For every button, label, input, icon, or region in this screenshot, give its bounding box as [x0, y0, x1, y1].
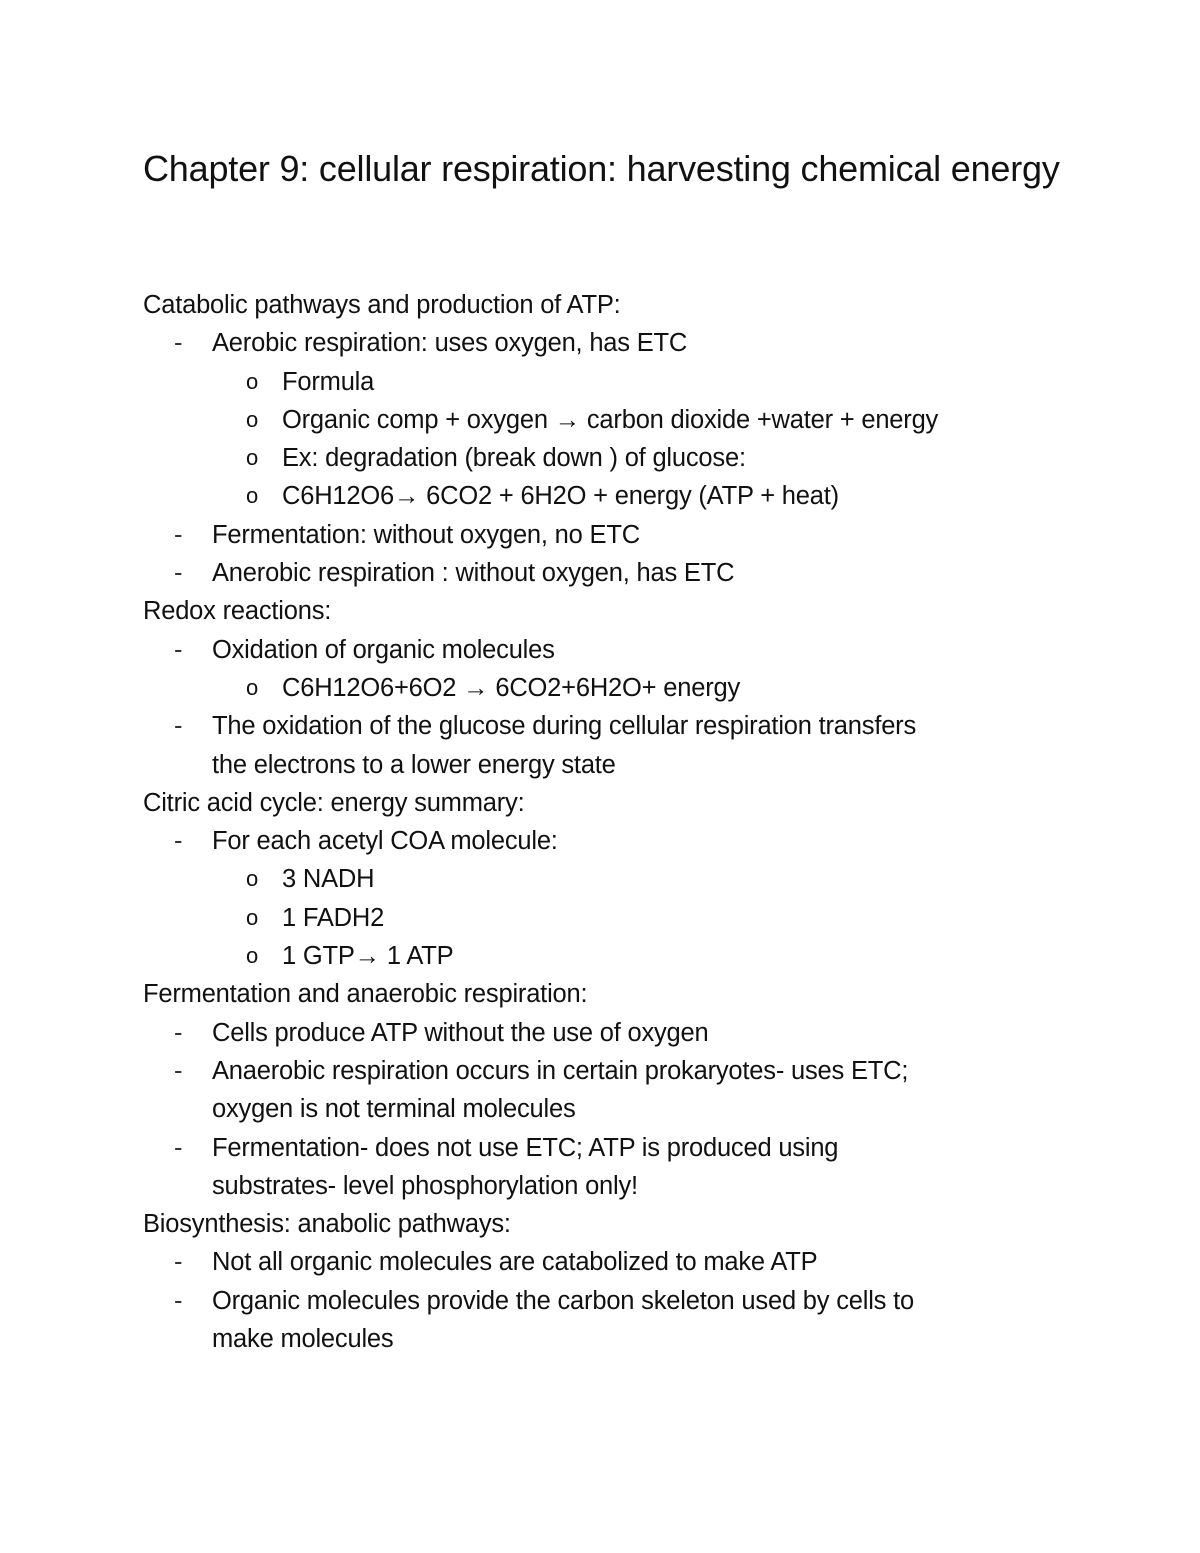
page-title: Chapter 9: cellular respiration: harvesting chemical energy — [143, 148, 1060, 189]
dash-marker: - — [174, 1248, 183, 1277]
section-heading: Fermentation and anaerobic respiration: — [143, 980, 588, 1009]
dash-list-item — [174, 516, 1063, 554]
bullet-marker: o — [246, 483, 259, 509]
item-text: The oxidation of the glucose during cellular respiration transfers — [212, 712, 917, 741]
dash-marker: - — [174, 1286, 183, 1315]
item-text: Organic molecules provide the carbon skeleton used by cells to — [212, 1286, 914, 1315]
sub-bullet-item — [246, 669, 1063, 707]
dash-marker: - — [174, 827, 183, 856]
item-text: 1 GTP→ 1 ATP — [282, 942, 454, 971]
dash-list-item — [174, 554, 1063, 592]
dash-list-item — [174, 822, 1063, 860]
item-text: 1 FADH2 — [282, 903, 385, 932]
section-heading: Redox reactions: — [143, 597, 332, 626]
section-heading: Citric acid cycle: energy summary: — [143, 788, 525, 817]
item-text: C6H12O6→ 6CO2 + 6H2O + energy (ATP + heat) — [282, 482, 839, 511]
section-heading: Catabolic pathways and production of ATP: — [143, 291, 621, 319]
dash-list-item — [212, 1320, 1063, 1358]
bullet-marker: o — [246, 904, 259, 930]
dash-list-item — [212, 1167, 1063, 1205]
dash-list-item — [212, 1090, 1063, 1128]
item-text: Fermentation- does not use ETC; ATP is produced using — [212, 1133, 839, 1162]
dash-marker: - — [174, 1133, 183, 1162]
dash-marker: - — [174, 329, 183, 358]
item-text: Oxidation of organic molecules — [212, 635, 555, 664]
dash-list-item — [174, 1014, 1063, 1052]
dash-list-item — [174, 707, 1063, 745]
sub-bullet-item — [246, 477, 1063, 515]
bullet-marker: o — [246, 943, 259, 969]
dash-list-item — [174, 1052, 1063, 1090]
document-body — [143, 286, 1063, 1358]
item-text: Anaerobic respiration occurs in certain prokaryotes- uses ETC; — [212, 1056, 909, 1085]
section-heading: Biosynthesis: anabolic pathways: — [143, 1210, 511, 1239]
dash-marker: - — [174, 1056, 183, 1085]
item-text: Cells produce ATP without the use of oxygen — [212, 1018, 709, 1047]
item-text: Organic comp + oxygen → carbon dioxide +water + energy — [282, 405, 939, 434]
item-text: Fermentation: without oxygen, no ETC — [212, 520, 640, 549]
dash-list-item — [174, 1243, 1063, 1281]
item-text: Ex: degradation (break down ) of glucose: — [282, 444, 746, 473]
bullet-marker: o — [246, 406, 259, 432]
item-text: For each acetyl COA molecule: — [212, 827, 558, 856]
sub-bullet-item — [246, 363, 1063, 401]
sub-bullet-item — [246, 439, 1063, 477]
dash-marker: - — [174, 559, 183, 588]
dash-marker: - — [174, 1018, 183, 1047]
dash-marker: - — [174, 635, 183, 664]
item-text: the electrons to a lower energy state — [212, 750, 616, 779]
dash-list-item — [174, 1129, 1063, 1167]
dash-marker: - — [174, 520, 183, 549]
item-text: Aerobic respiration: uses oxygen, has ETC — [212, 329, 688, 358]
dash-list-item — [174, 631, 1063, 669]
sub-bullet-item — [246, 937, 1063, 975]
item-text: Not all organic molecules are catabolized to make ATP — [212, 1248, 818, 1277]
bullet-marker: o — [246, 674, 259, 700]
item-text: Anerobic respiration : without oxygen, has ETC — [212, 559, 735, 588]
item-text: Formula — [282, 367, 375, 396]
dash-list-item — [212, 746, 1063, 784]
item-text: make molecules — [212, 1325, 394, 1354]
dash-marker: - — [174, 712, 183, 741]
bullet-marker: o — [246, 368, 259, 394]
bullet-marker: o — [246, 445, 259, 471]
sub-bullet-item — [246, 401, 1063, 439]
sub-bullet-item — [246, 860, 1063, 898]
item-text: 3 NADH — [282, 865, 375, 894]
item-text: substrates- level phosphorylation only! — [212, 1171, 638, 1200]
dash-list-item — [174, 324, 1063, 362]
dash-list-item — [174, 1282, 1063, 1320]
item-text: oxygen is not terminal molecules — [212, 1095, 576, 1124]
sub-bullet-item — [246, 899, 1063, 937]
bullet-marker: o — [246, 866, 259, 892]
item-text: C6H12O6+6O2 → 6CO2+6H2O+ energy — [282, 673, 741, 702]
